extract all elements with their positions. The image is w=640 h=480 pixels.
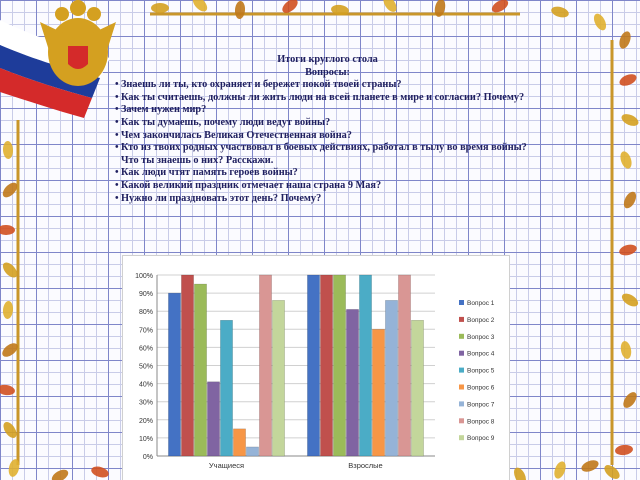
legend-label: Вопрос 4 bbox=[467, 350, 495, 358]
y-tick-label: 20% bbox=[138, 417, 153, 425]
bar bbox=[207, 382, 219, 456]
leaf-icon bbox=[552, 460, 568, 480]
bar bbox=[398, 275, 410, 456]
legend-swatch bbox=[459, 418, 464, 423]
leaf-icon bbox=[1, 420, 19, 441]
leaf-icon bbox=[618, 150, 633, 170]
question-item: • Как ты считаешь, должны ли жить люди на всей планете в мире и согласии? Почему? bbox=[115, 92, 540, 105]
y-tick-label: 90% bbox=[138, 291, 153, 299]
leaf-icon bbox=[0, 384, 16, 397]
legend-swatch bbox=[459, 435, 464, 440]
leaf-icon bbox=[580, 458, 600, 474]
bar bbox=[333, 275, 345, 456]
bar bbox=[272, 300, 284, 456]
leaf-icon bbox=[50, 467, 71, 480]
bar bbox=[168, 293, 180, 456]
legend-label: Вопрос 3 bbox=[467, 333, 495, 341]
bar bbox=[320, 275, 332, 456]
y-tick-label: 80% bbox=[138, 309, 153, 317]
bar bbox=[385, 300, 397, 456]
leaf-icon bbox=[3, 141, 14, 159]
leaf-icon bbox=[550, 5, 570, 20]
leaf-icon bbox=[614, 444, 633, 456]
leaf-icon bbox=[151, 3, 169, 13]
leaf-icon bbox=[618, 243, 638, 257]
bar bbox=[220, 320, 232, 456]
legend-swatch bbox=[459, 385, 464, 390]
leaf-icon bbox=[591, 12, 608, 33]
legend-swatch bbox=[459, 300, 464, 305]
legend-label: Вопрос 7 bbox=[467, 401, 495, 409]
legend-label: Вопрос 2 bbox=[467, 316, 495, 324]
legend-label: Вопрос 1 bbox=[467, 300, 495, 307]
bar bbox=[259, 275, 271, 456]
chart-container bbox=[122, 255, 510, 480]
bar bbox=[233, 429, 245, 456]
legend-swatch bbox=[459, 317, 464, 322]
bar bbox=[372, 329, 384, 456]
questions-text-block bbox=[115, 54, 540, 205]
emblem-shield-icon bbox=[68, 46, 88, 69]
bar bbox=[194, 284, 206, 456]
question-item: • Кто из твоих родных участвовал в боевых действиях, работал в тылу во время войны? Что ты знаешь о них? Расскажи. bbox=[115, 142, 540, 167]
x-tick-label: Взрослые bbox=[348, 461, 383, 470]
question-item: • Знаешь ли ты, кто охраняет и бережет покой твоей страны? bbox=[115, 79, 540, 92]
y-tick-label: 60% bbox=[138, 345, 153, 353]
question-item: • Как люди чтят память героев войны? bbox=[115, 167, 540, 180]
legend-swatch bbox=[459, 368, 464, 373]
question-item: • Какой великий праздник отмечает наша страна 9 Мая? bbox=[115, 180, 540, 193]
question-item: • Нужно ли праздновать этот день? Почему? bbox=[115, 193, 540, 206]
leaf-icon bbox=[0, 225, 15, 235]
bar bbox=[346, 309, 358, 456]
legend-label: Вопрос 9 bbox=[467, 435, 495, 443]
y-tick-label: 30% bbox=[138, 399, 153, 407]
slide-subtitle: Вопросы: bbox=[305, 66, 350, 78]
bar bbox=[359, 275, 371, 456]
bar bbox=[307, 275, 319, 456]
y-tick-label: 40% bbox=[138, 381, 153, 389]
legend-label: Вопрос 6 bbox=[467, 384, 495, 392]
y-tick-label: 10% bbox=[138, 435, 153, 443]
leaf-icon bbox=[620, 291, 640, 309]
y-tick-label: 0% bbox=[142, 454, 153, 461]
leaf-icon bbox=[190, 0, 210, 14]
leaf-icon bbox=[234, 1, 245, 20]
leaf-icon bbox=[381, 0, 400, 14]
legend-swatch bbox=[459, 401, 464, 406]
leaf-icon bbox=[620, 112, 640, 128]
leaf-icon bbox=[2, 301, 14, 320]
questions-list bbox=[115, 79, 540, 205]
bar bbox=[246, 447, 258, 456]
legend-swatch bbox=[459, 334, 464, 339]
legend-label: Вопрос 8 bbox=[467, 418, 495, 426]
leaf-icon bbox=[512, 466, 529, 480]
question-item: • Чем закончилась Великая Отечественная война? bbox=[115, 130, 540, 143]
y-tick-label: 100% bbox=[135, 273, 153, 280]
leaf-icon bbox=[621, 190, 638, 211]
leaf-icon bbox=[617, 30, 633, 50]
legend-swatch bbox=[459, 351, 464, 356]
y-tick-label: 70% bbox=[138, 327, 153, 335]
question-item: • Как ты думаешь, почему люди ведут войны? bbox=[115, 117, 540, 130]
y-tick-label: 50% bbox=[138, 363, 153, 371]
slide-title: Итоги круглого стола bbox=[277, 54, 378, 65]
bar-chart bbox=[123, 256, 509, 480]
leaf-icon bbox=[90, 465, 110, 480]
x-tick-label: Учащиеся bbox=[208, 461, 245, 470]
leaf-icon bbox=[618, 72, 638, 88]
question-item: • Зачем нужен мир? bbox=[115, 104, 540, 117]
legend-label: Вопрос 5 bbox=[467, 367, 495, 375]
leaf-icon bbox=[619, 340, 632, 360]
bar bbox=[411, 320, 423, 456]
leaf-icon bbox=[602, 462, 622, 480]
leaf-icon bbox=[621, 390, 640, 410]
bar bbox=[181, 275, 193, 456]
